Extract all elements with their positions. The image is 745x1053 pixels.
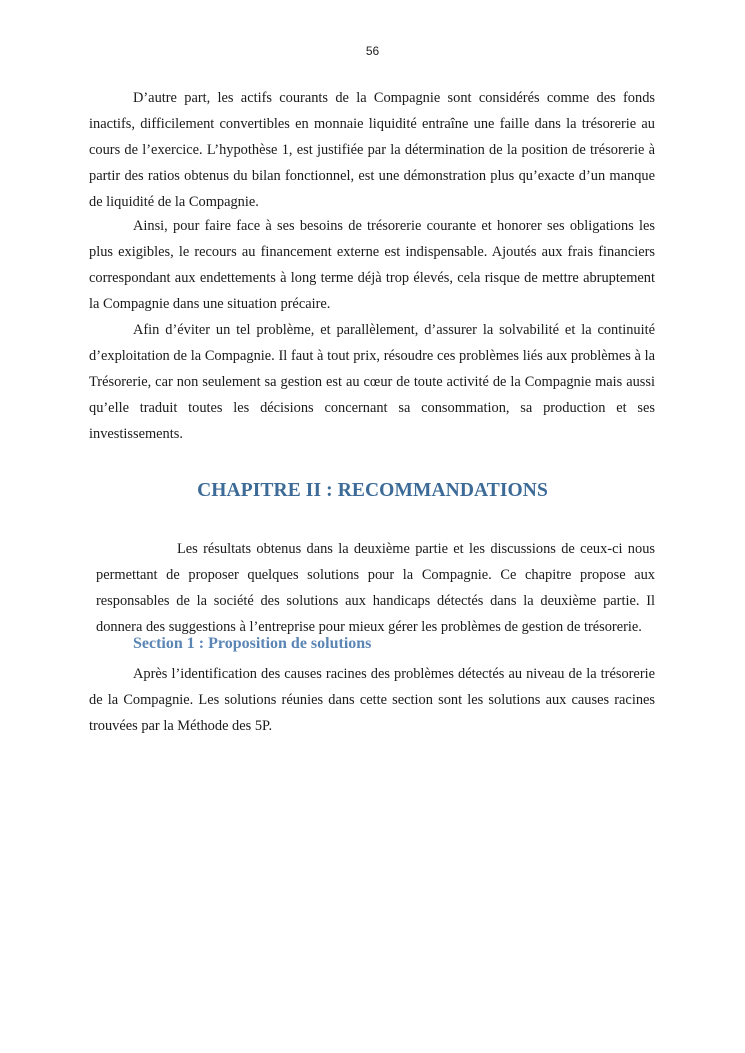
page-number: 56 bbox=[365, 44, 380, 58]
paragraph-besoins-tresorerie: Ainsi, pour faire face à ses besoins de trésorerie courante et honorer ses obligations les plus exigibles, le recours au financement externe est indispensable. Ajoutés aux frais financiers correspondant aux endettements à long terme déjà trop élevés, cela risque de mettre abruptement la Compagnie dans une situation précaire. bbox=[89, 218, 655, 312]
chapter-intro-paragraph: Les résultats obtenus dans la deuxième partie et les discussions de ceux-ci nous permettant de proposer quelques solutions pour la Compagnie. Ce chapitre propose aux responsables de la société des solutions aux handicaps détectés dans la deuxième partie. Il donnera des suggestions à l’entreprise pour mieux gérer les problèmes de gestion de trésorerie. bbox=[96, 541, 655, 635]
paragraph-solvabilite: Afin d’éviter un tel problème, et parallèlement, d’assurer la solvabilité et la continuité d’exploitation de la Compagnie. Il faut à tout prix, résoudre ces problèmes liés aux problèmes à la Trésorerie, car non seulement sa gestion est au cœur de toute activité de la Compagnie mais aussi qu’elle traduit toutes les décisions concernant sa consommation, sa production et ses investissements. bbox=[89, 322, 655, 442]
paragraph-actifs-courants: D’autre part, les actifs courants de la Compagnie sont considérés comme des fonds inactifs, difficilement convertibles en monnaie liquidité entraîne une faille dans la trésorerie au cours de l’exercice. L’hypothèse 1, est justifiée par la détermination de la position de trésorerie à partir des ratios obtenus du bilan fonctionnel, est une démonstration plus qu’exacte d’un manque de liquidité de la Compagnie. bbox=[89, 90, 655, 210]
chapter-title: CHAPITRE II : RECOMMANDATIONS bbox=[197, 480, 548, 501]
section-title: Section 1 : Proposition de solutions bbox=[133, 635, 372, 652]
section-paragraph: Après l’identification des causes racines des problèmes détectés au niveau de la trésorerie de la Compagnie. Les solutions réunies dans cette section sont les solutions aux causes racines trouvées par la Méthode des 5P. bbox=[89, 666, 655, 734]
